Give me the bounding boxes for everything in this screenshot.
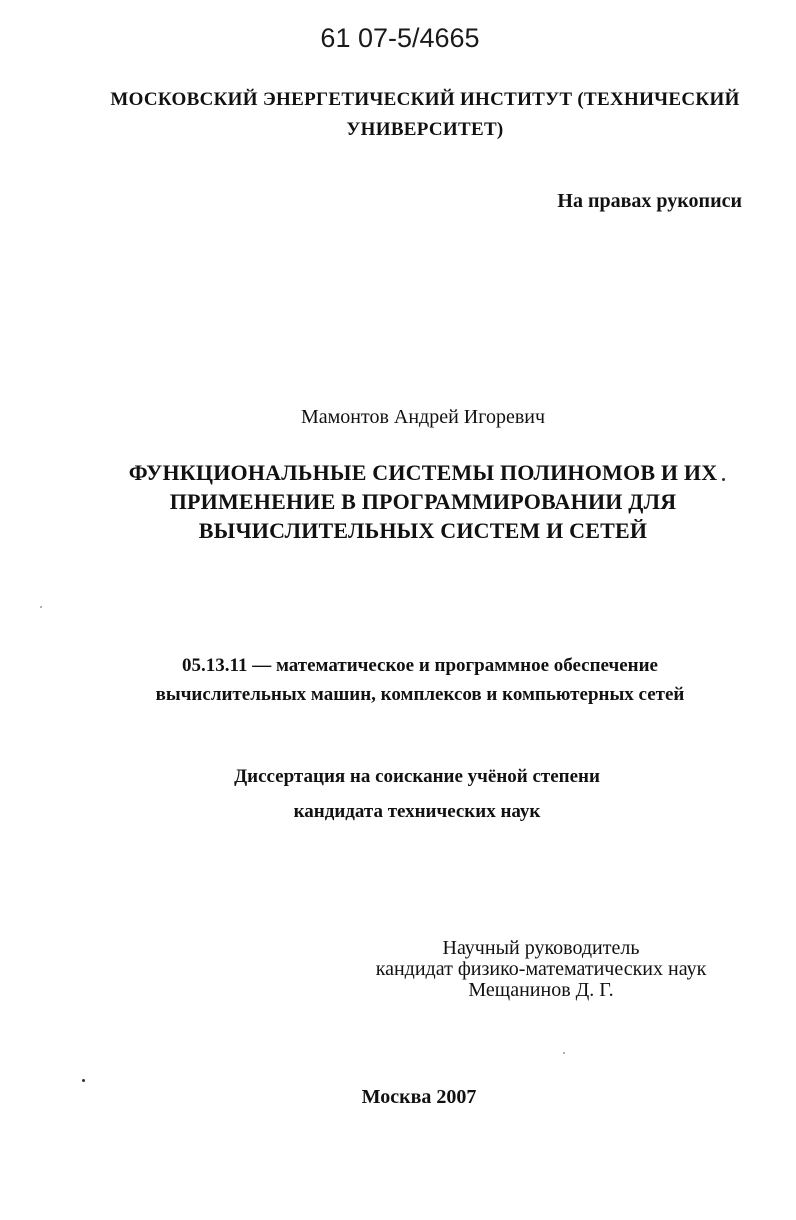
scan-speck: [722, 478, 725, 481]
scan-speck: [40, 606, 42, 608]
scan-speck: [82, 1079, 85, 1082]
scan-speck: [563, 1052, 565, 1054]
thesis-title-line-2: ПРИМЕНЕНИЕ В ПРОГРАММИРОВАНИИ ДЛЯ: [169, 489, 677, 514]
author-name: Мамонтов Андрей Игоревич: [300, 406, 546, 428]
supervisor-degree: кандидат физико-математических наук: [375, 958, 707, 980]
degree-line-1: Диссертация на соискание учёной степени: [234, 766, 600, 787]
specialty-line-2: вычислительных машин, комплексов и компьютерных сетей: [155, 684, 685, 705]
supervisor-block: [341, 938, 741, 1001]
degree-line-2: кандидата технических наук: [293, 801, 541, 822]
thesis-title-line-1: ФУНКЦИОНАЛЬНЫЕ СИСТЕМЫ ПОЛИНОМОВ И ИХ: [128, 460, 718, 485]
thesis-title-line-3: ВЫЧИСЛИТЕЛЬНЫХ СИСТЕМ И СЕТЕЙ: [198, 518, 648, 543]
institution-name-line-1: МОСКОВСКИЙ ЭНЕРГЕТИЧЕСКИЙ ИНСТИТУТ (ТЕХНИЧЕСКИЙ: [110, 89, 740, 110]
manuscript-rights-note: На правах рукописи: [557, 190, 742, 212]
archive-stamp-number: 61 07-5/4665: [320, 23, 480, 53]
supervisor-name: Мещанинов Д. Г.: [468, 979, 614, 1001]
specialty-line-1: 05.13.11 — математическое и программное обеспечение: [182, 655, 658, 676]
supervisor-role: Научный руководитель: [442, 937, 640, 959]
institution-name-line-2: УНИВЕРСИТЕТ): [346, 119, 504, 140]
city-year: Москва 2007: [361, 1086, 477, 1108]
